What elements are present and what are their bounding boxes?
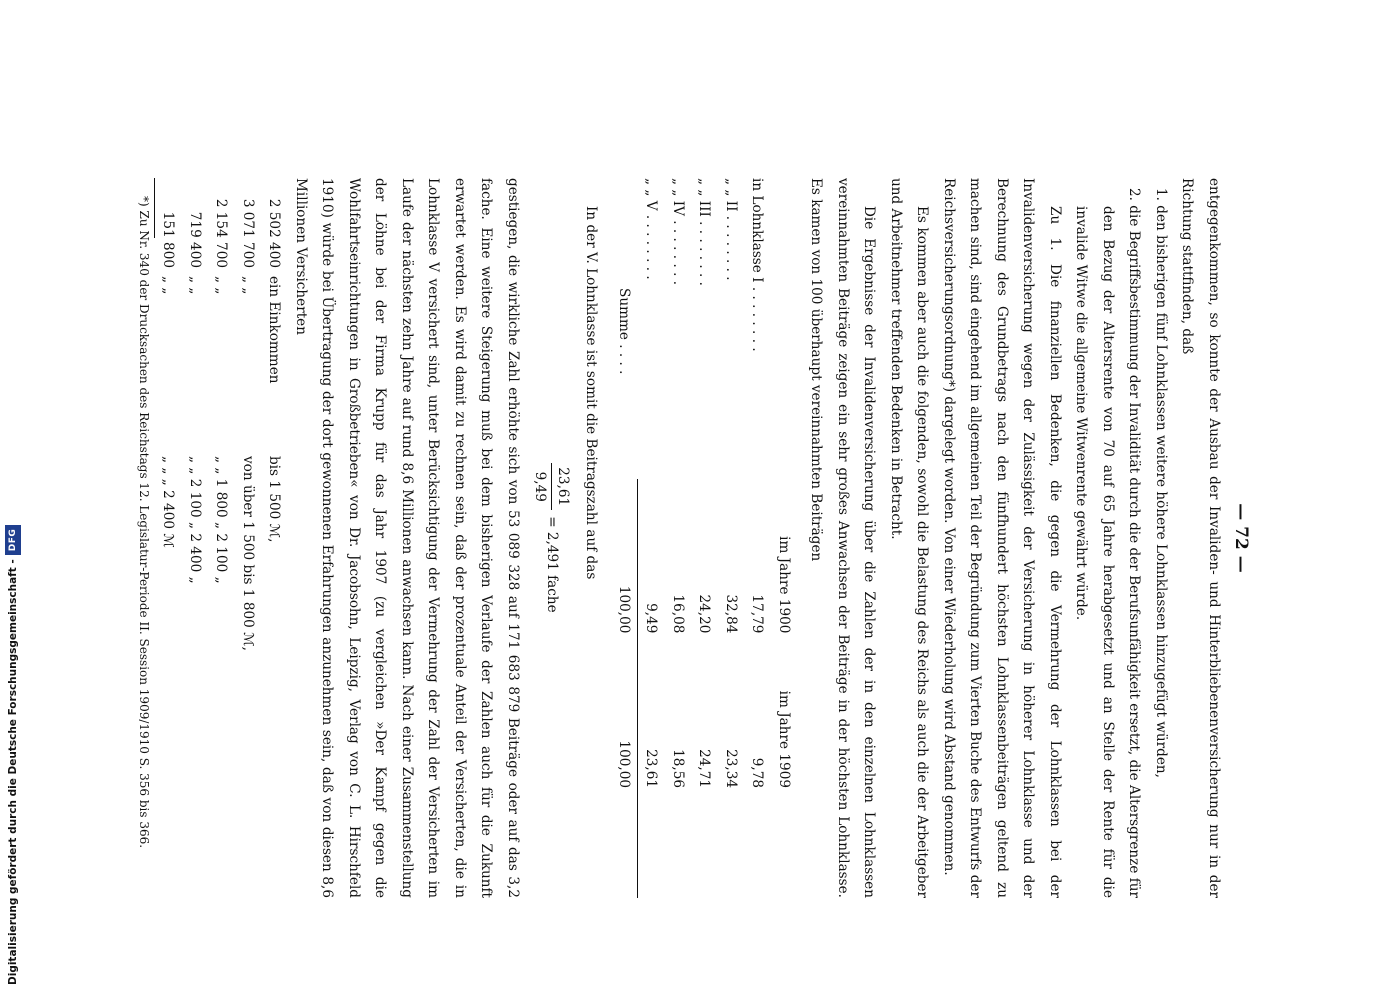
value-1900: 32,84 — [723, 594, 739, 634]
list-item: 2. die Begriffsbestimmung der Invalidität durch die der Berufsunfähigkeit ersetzt, die Altersgrenze für den Bezug der Altersrente von 70 auf 65 Jahre herabgesetzt und an Stelle der Rente für die invalide Witwe die allgemeine Witwenrente gewährt würde. — [1073, 188, 1143, 898]
value-1909: 18,56 — [670, 749, 686, 788]
income-desc: „ „ — [160, 276, 177, 295]
row-label: „ „ II . . . . . . . . — [723, 178, 739, 281]
value-1900: 9,49 — [643, 603, 660, 634]
income-range: „ „ 2 100 „ 2 400 „ — [187, 456, 203, 584]
list-item: 1. den bisherigen fünf Lohnklassen weitere höhere Lohnklassen hinzugefügt würden, — [1153, 188, 1169, 778]
paragraph-gestiegen: gestiegen, die wirkliche Zahl erhöhte sich von 53 089 328 auf 171 683 879 Beiträge oder auf das 3,2 fache. Eine weitere Steigerung muß bei dem bisherigen Verlaufe der Zahlen auch für die Zukunft erwartet werden. Es wird damit zu rechnen sein, daß der prozentuale Anteil der Versicherten, die in Lohnklasse V versichert sind, unter Berücksichtigung der Vermehrung der Zahl der Versicherten im Laufe der nächsten zehn Jahre auf rund 8,6 Millionen anwachsen kann. Nach einer Zusammenstellung der Löhne bei der Firma Krupp für das Jahr 1907 (zu vergleichen »Der Kampf gegen die Wohlfahrtseinrichtungen in Großbetrieben« von Dr. Jacobsohn, Leipzig, Verlag von C. L. Hirschfeld 1910) würde bei Übertragung der dort gewonnenen Erfahrungen anzunehmen sein, daß von diesen 8,6 Millionen Versicherten — [293, 178, 521, 898]
value-1909: 9,78 — [749, 757, 766, 788]
table-row — [691, 178, 718, 898]
income-range: von über 1 500 bis 1 800 ℳ, — [240, 456, 256, 651]
value-1909: 24,71 — [696, 749, 713, 788]
income-amount: 2 502 400 — [266, 198, 283, 268]
sidebar — [0, 0, 26, 1000]
paragraph-intro: entgegenkommen, so konnte der Ausbau der Invaliden- und Hinterbliebenenversicherung nur in der Richtung stattfinden, daß — [1179, 178, 1222, 898]
table-row — [638, 178, 665, 898]
list-item — [235, 178, 262, 898]
dfg-logo-icon: DFG — [5, 525, 21, 556]
income-desc: „ „ — [187, 276, 203, 295]
paragraph-bedenken: Es kommen aber auch die folgenden, sowohl die Belastung des Reichs als auch die der Arbeitgeber und Arbeitnehmer treffenden Bedenken in Betracht. — [888, 178, 931, 898]
paragraph-ergebnisse: Die Ergebnisse der Invalidenversicherung über die Zahlen der in den einzelnen Lohnklassen vereinnahmten Beiträge zeigen ein sehr großes Anwachsen der Beiträge in der höchsten Lohnklasse. Es kamen von 100 überhaupt vereinnahmten Beiträgen — [808, 178, 878, 898]
value-1909: 23,34 — [723, 749, 739, 788]
sum-1909: 100,00 — [611, 633, 638, 898]
footnote: *) Zu Nr. 340 der Drucksachen des Reichstags 12. Legislatur-Periode II. Session 1909/1910 S. 356 bis 366. — [137, 196, 151, 849]
income-range: „ „ 1 800 „ 2 100 „ — [213, 456, 230, 584]
fraction-formula — [526, 178, 578, 898]
income-range: „ „ „ 2 400 ℳ — [160, 456, 177, 548]
value-1900: 17,79 — [749, 594, 766, 634]
row-label: „ „ V . . . . . . . . — [643, 178, 660, 280]
sum-1900: 100,00 — [611, 479, 638, 634]
contribution-table — [611, 178, 798, 898]
fraction — [530, 463, 575, 510]
list-item — [182, 178, 209, 898]
income-amount: 3 071 700 — [240, 198, 256, 268]
table-row — [744, 178, 771, 898]
income-amount: 719 400 — [187, 211, 203, 268]
credit-text: Digitalisierung gefördert durch die Deutsche Forschungsgemeinschaft - — [7, 559, 19, 985]
value-1900: 24,20 — [696, 594, 713, 634]
page-number: — 72 — — [1231, 503, 1251, 573]
paragraph-zu-1: Zu 1. Die finanziellen Bedenken, die gegen die Vermehrung der Lohnklassen bei der Invalidenversicherung wegen der Zulässigkeit der Versicherung in höherer Lohnklasse und der Berechnung des Grundbetrags nach den fünfhundert höchsten Lohnklassenbeiträgen geltend zu machen sind, sind eingehend im allgemeinen Teil der Begründung zum Vierten Buche des Entwurfs der Reichsversicherungsordnung*) dargelegt worden. Von einer Wiederholung wird Abstand genommen. — [941, 178, 1063, 898]
income-desc: „ „ — [213, 276, 230, 295]
row-label: in Lohnklasse I . . . . . . . . — [749, 178, 766, 352]
table-sum-row — [611, 178, 638, 898]
income-desc: ein Einkommen — [266, 276, 283, 384]
table-row — [665, 178, 692, 898]
fraction-result: = 2,491 fache — [544, 516, 561, 613]
sum-label: Summe . . . . — [616, 288, 633, 375]
header-1909: im Jahre 1909 — [776, 690, 792, 788]
row-label: „ „ III . . . . . . . . — [696, 178, 713, 286]
income-amount: 151 800 — [160, 211, 177, 268]
fraction-denominator: 9,49 — [532, 471, 549, 502]
income-list — [155, 178, 288, 898]
value-1909: 23,61 — [643, 749, 660, 788]
document-page — [137, 178, 1255, 898]
value-1900: 16,08 — [670, 594, 686, 634]
income-desc: „ „ — [240, 276, 256, 295]
list-item — [261, 178, 288, 898]
sidebar-credit — [5, 525, 21, 985]
fraction-numerator: 23,61 — [552, 463, 575, 510]
list-item — [155, 178, 182, 898]
header-1900: im Jahre 1900 — [776, 536, 792, 634]
income-amount: 2 154 700 — [213, 198, 230, 268]
table-row — [718, 178, 745, 898]
row-label: „ „ IV . . . . . . . . — [670, 178, 686, 286]
income-range: bis 1 500 ℳ, — [266, 456, 283, 543]
table-header — [771, 178, 798, 898]
list-item — [208, 178, 235, 898]
paragraph-lohnklasse-v: In der V. Lohnklasse ist somit die Beitragszahl auf das — [583, 206, 600, 580]
